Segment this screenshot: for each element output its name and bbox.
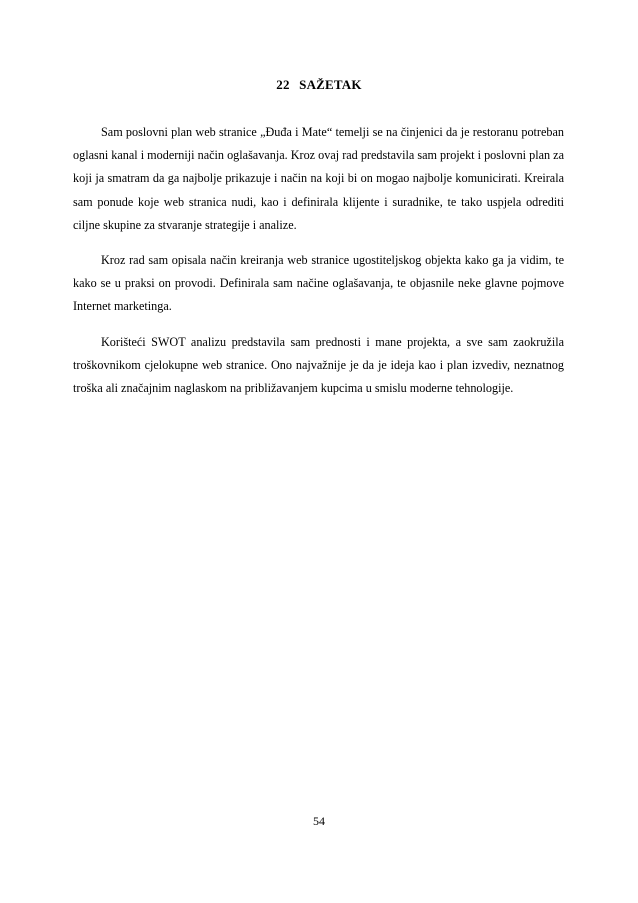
- section-number: 22: [276, 77, 290, 92]
- section-title: SAŽETAK: [299, 77, 362, 92]
- paragraph-2: Kroz rad sam opisala način kreiranja web stranice ugostiteljskog objekta kako ga ja vidim, te kako se u praksi on provodi. Definirala sam načine oglašavanja, te objasnile neke glavne pojmove Internet marketinga.: [73, 253, 564, 314]
- page-number: 54: [313, 814, 325, 828]
- section-heading: [0, 77, 638, 93]
- body-text: [73, 121, 564, 412]
- paragraph-1: Sam poslovni plan web stranice „Đuđa i Mate“ temelji se na činjenici da je restoranu potreban oglasni kanal i moderniji način oglašavanja. Kroz ovaj rad predstavila sam projekt i poslovni plan za koji ja smatram da ga najbolje prikazuje i način na koji bi on mogao najbolje komunicirati. Kreirala sam ponude koje web stranica nudi, kao i definirala klijente i suradnike, te tako uspjela odrediti ciljne skupine za stvaranje strategije i analize.: [73, 125, 564, 232]
- paragraph-3: Korišteći SWOT analizu predstavila sam prednosti i mane projekta, a sve sam zaokružila troškovnikom cjelokupne web stranice. Ono najvažnije je da je ideja kao i plan izvediv, neznatnog troška ali značajnim naglaskom na približavanjem kupcima u smislu moderne tehnologije.: [73, 334, 564, 396]
